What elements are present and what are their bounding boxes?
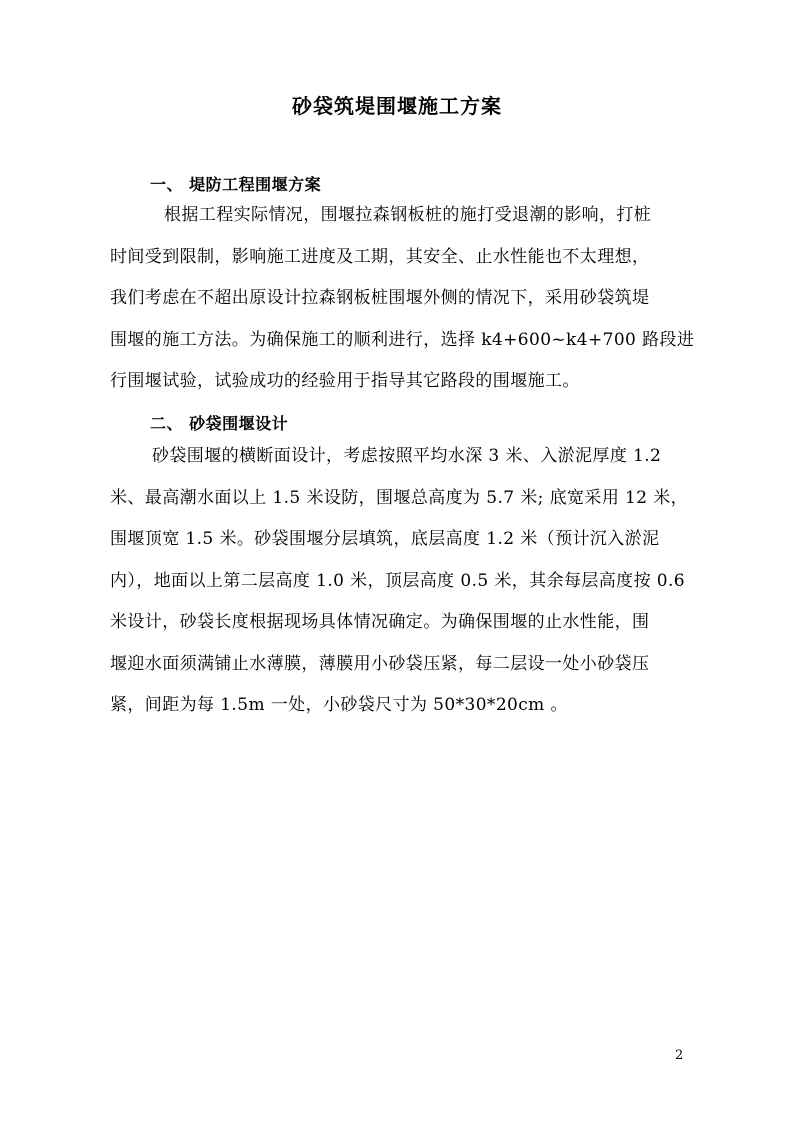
- paragraph-line: 根据工程实际情况，围堰拉森钢板桩的施打受退潮的影响，打桩: [164, 205, 652, 225]
- paragraph-line: 内），地面以上第二层高度 1.0 米，顶层高度 0.5 米，其余每层高度按 0.6: [110, 570, 686, 591]
- page-number: 2: [675, 1048, 684, 1063]
- document-title: 砂袋筑堤围堰施工方案: [292, 94, 502, 118]
- paragraph-line: 堰迎水面须满铺止水薄膜，薄膜用小砂袋压紧，每二层设一处小砂袋压: [110, 653, 650, 674]
- paragraph-line: 围堰的施工方法。为确保施工的顺利进行，选择 k4+600~k4+700 路段进: [110, 329, 695, 350]
- paragraph-line: 时间受到限制，影响施工进度及工期，其安全、止水性能也不太理想，: [110, 246, 650, 267]
- paragraph-line: 米、最高潮水面以上 1.5 米设防，围堰总高度为 5.7 米; 底宽采用 12 米，: [110, 487, 689, 508]
- paragraph-line: 围堰顶宽 1.5 米。砂袋围堰分层填筑，底层高度 1.2 米（预计沉入淤泥: [110, 529, 660, 549]
- paragraph-line: 我们考虑在不超出原设计拉森钢板桩围堰外侧的情况下，采用砂袋筑堤: [110, 288, 650, 308]
- section-2-paragraph: [110, 436, 700, 727]
- section-1-paragraph: [110, 195, 700, 403]
- section-heading-1: 一、 堤防工程围堰方案: [150, 175, 322, 194]
- paragraph-line: 砂袋围堰的横断面设计，考虑按照平均水深 3 米、入淤泥厚度 1.2: [152, 446, 662, 466]
- paragraph-line: 行围堰试验，试验成功的经验用于指导其它路段的围堰施工。: [110, 371, 580, 391]
- paragraph-line: 紧，间距为每 1.5m 一处，小砂袋尺寸为 50*30*20cm 。: [110, 695, 568, 715]
- section-heading-2: 二、 砂袋围堰设计: [150, 414, 289, 433]
- paragraph-line: 米设计，砂袋长度根据现场具体情况确定。为确保围堰的止水性能，围: [110, 612, 650, 632]
